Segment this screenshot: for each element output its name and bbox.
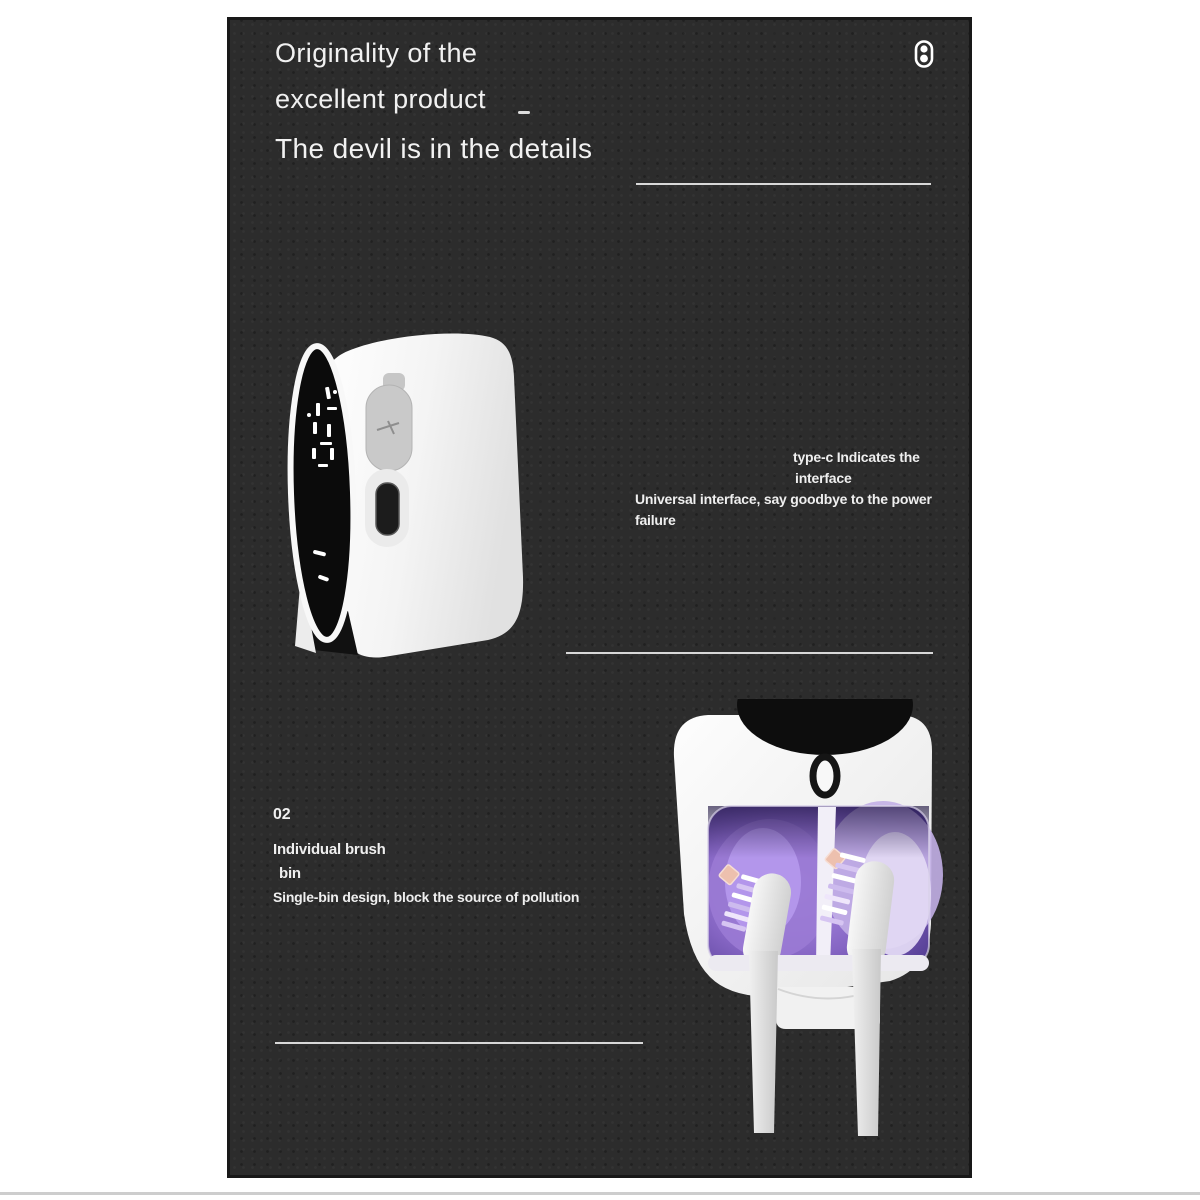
brush-handle-right xyxy=(852,949,881,1136)
feature-typec-caption-line-1: type-c Indicates the xyxy=(793,449,920,465)
feature-bin-desc: Single-bin design, block the source of pollution xyxy=(273,889,580,905)
feature-bin-title-line-2: bin xyxy=(279,865,301,882)
divider-rule-bottom xyxy=(275,1042,643,1044)
bottom-separator xyxy=(0,1192,1200,1195)
type-c-port xyxy=(365,469,409,547)
toggle-dot-top xyxy=(920,45,927,52)
toggle-switch-icon xyxy=(914,40,934,68)
dark-panel xyxy=(227,17,972,1178)
tagline: The devil is in the details xyxy=(275,133,593,164)
brush-handle-left xyxy=(749,951,778,1133)
toggle-dot-bottom xyxy=(920,55,928,63)
feature-bin-title-line-1: Individual brush xyxy=(273,841,386,858)
feature-typec-caption-line-2: interface xyxy=(795,470,852,486)
divider-rule-top xyxy=(636,183,931,185)
product-photo-sterilizer-side xyxy=(286,329,526,664)
feature-bin-index: 02 xyxy=(273,806,291,823)
page-title xyxy=(275,30,486,122)
toggle-capsule-outline xyxy=(916,42,932,67)
divider-rule-middle xyxy=(566,652,933,654)
product-photo-wall-mount-open xyxy=(648,699,978,1144)
stray-dash-mark xyxy=(518,111,530,114)
cavity-bottom-lip xyxy=(708,955,929,971)
feature-typec-desc-line-2: failure xyxy=(635,512,676,528)
title-line-1: Originality of the xyxy=(275,38,478,68)
feature-typec-desc-line-1: Universal interface, say goodbye to the power xyxy=(635,491,932,507)
hanging-hole xyxy=(813,757,837,795)
title-line-2: excellent product xyxy=(275,84,486,114)
